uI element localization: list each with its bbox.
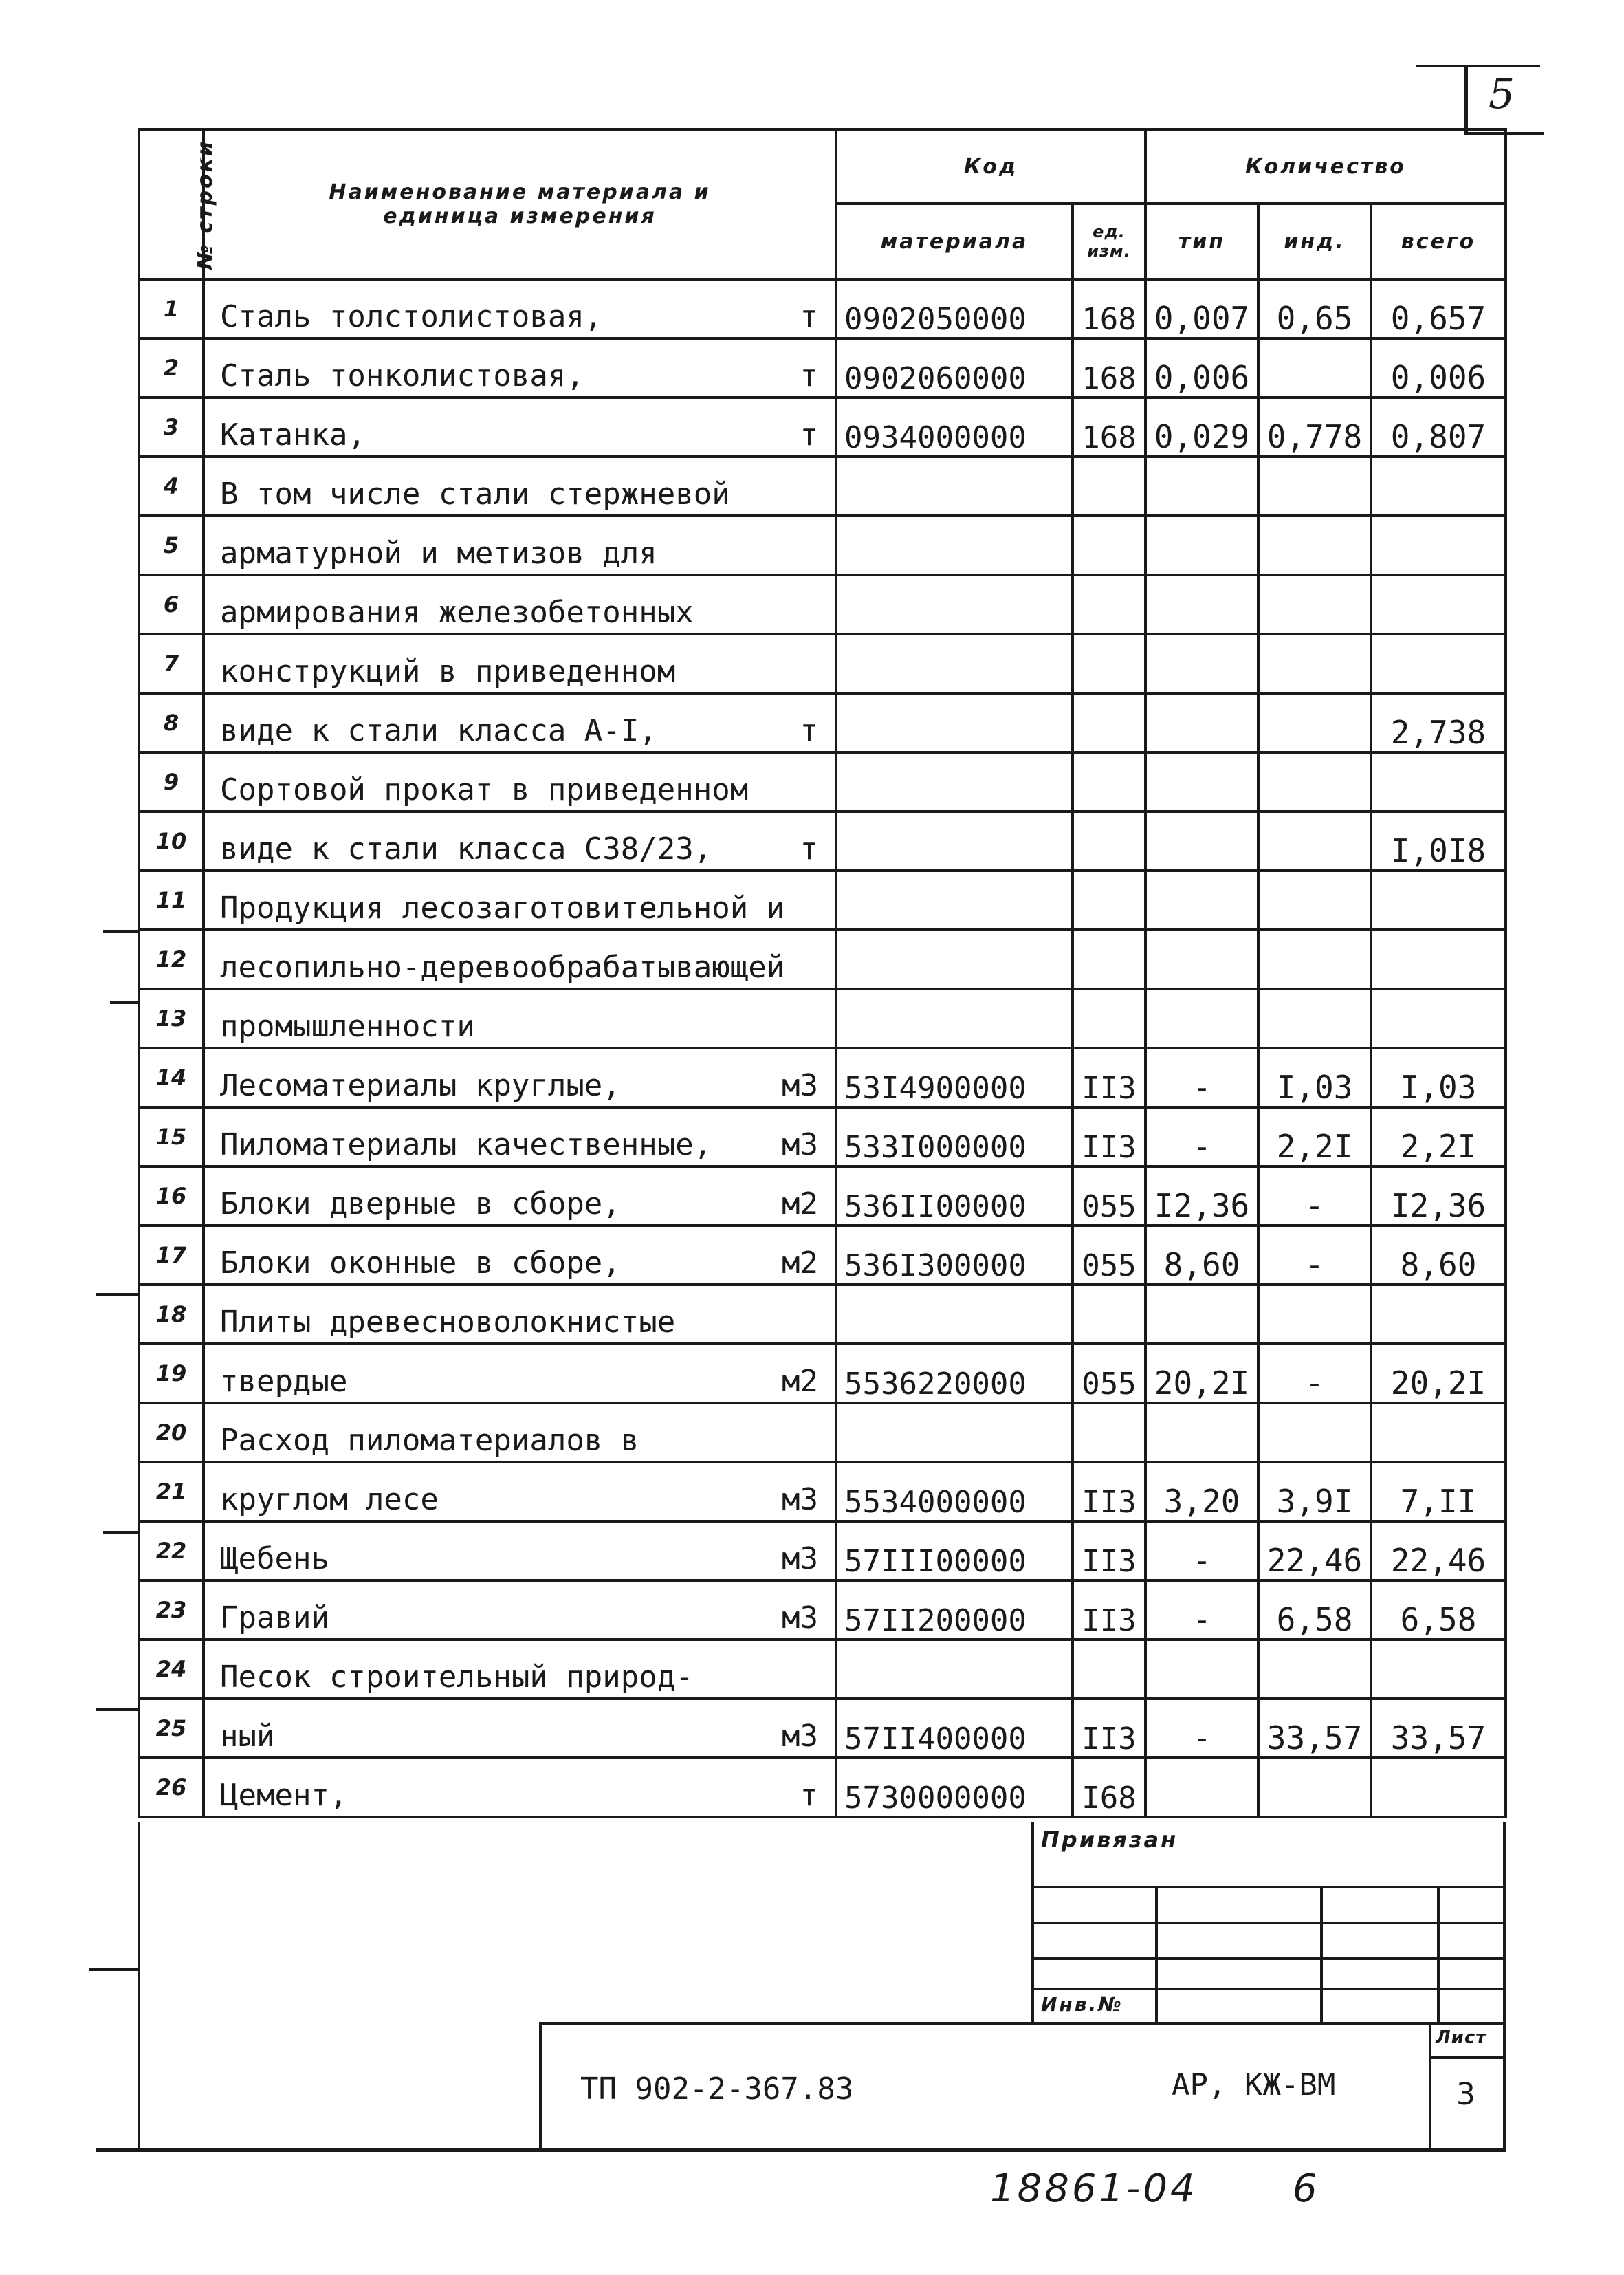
table-row bbox=[139, 1285, 1506, 1344]
material-name bbox=[204, 812, 836, 871]
material-code: 0934000000 bbox=[836, 398, 1073, 457]
row-number: 15 bbox=[139, 1107, 204, 1166]
material-code bbox=[836, 516, 1073, 575]
material-name bbox=[204, 279, 836, 338]
material-name-text: Пиломатериалы качественные, bbox=[220, 1127, 712, 1162]
qty-total: 20,2I bbox=[1371, 1344, 1506, 1403]
title-block bbox=[539, 2022, 1506, 2150]
table-row bbox=[139, 516, 1506, 575]
material-code: 5730000000 bbox=[836, 1758, 1073, 1817]
row-number: 4 bbox=[139, 457, 204, 516]
material-name-text: армирования железобетонных bbox=[220, 595, 694, 630]
material-unit: м3 bbox=[782, 1068, 818, 1103]
unit-code: 055 bbox=[1073, 1344, 1145, 1403]
material-unit: т bbox=[800, 299, 818, 334]
qty-ind: - bbox=[1258, 1166, 1371, 1226]
material-unit: м3 bbox=[782, 1600, 818, 1635]
unit-code bbox=[1073, 930, 1145, 989]
material-name-text: Щебень bbox=[220, 1541, 329, 1576]
material-name bbox=[204, 1462, 836, 1521]
qty-ind bbox=[1258, 338, 1371, 398]
qty-typ: 0,006 bbox=[1145, 338, 1258, 398]
page-number: 5 bbox=[1489, 70, 1515, 118]
material-code: 53I4900000 bbox=[836, 1048, 1073, 1107]
material-name bbox=[204, 1285, 836, 1344]
table-row bbox=[139, 634, 1506, 693]
material-name-text: Продукция лесозаготовительной и bbox=[220, 891, 785, 926]
qty-total bbox=[1371, 575, 1506, 634]
material-code bbox=[836, 930, 1073, 989]
qty-typ bbox=[1145, 812, 1258, 871]
qty-typ: 0,007 bbox=[1145, 279, 1258, 338]
qty-typ: - bbox=[1145, 1107, 1258, 1166]
material-name-text: ный bbox=[220, 1719, 275, 1754]
table-row bbox=[139, 930, 1506, 989]
qty-ind bbox=[1258, 752, 1371, 812]
qty-total bbox=[1371, 634, 1506, 693]
qty-total: 8,60 bbox=[1371, 1226, 1506, 1285]
table-row bbox=[139, 1521, 1506, 1580]
qty-total bbox=[1371, 1758, 1506, 1817]
material-name bbox=[204, 1699, 836, 1758]
qty-typ bbox=[1145, 693, 1258, 752]
unit-code: II3 bbox=[1073, 1580, 1145, 1640]
table-row bbox=[139, 812, 1506, 871]
qty-typ: 20,2I bbox=[1145, 1344, 1258, 1403]
qty-typ bbox=[1145, 457, 1258, 516]
material-unit: м2 bbox=[782, 1186, 818, 1221]
material-code: 0902060000 bbox=[836, 338, 1073, 398]
row-number: 9 bbox=[139, 752, 204, 812]
qty-ind: - bbox=[1258, 1344, 1371, 1403]
qty-total bbox=[1371, 752, 1506, 812]
material-name-text: лесопильно-деревообрабатывающей bbox=[220, 950, 785, 985]
material-unit: т bbox=[800, 358, 818, 393]
qty-ind bbox=[1258, 1640, 1371, 1699]
unit-code bbox=[1073, 1640, 1145, 1699]
header-total: всего bbox=[1371, 204, 1506, 279]
row-number: 26 bbox=[139, 1758, 204, 1817]
table-row bbox=[139, 1107, 1506, 1166]
material-name bbox=[204, 1521, 836, 1580]
material-code: 536II00000 bbox=[836, 1166, 1073, 1226]
unit-code: 055 bbox=[1073, 1166, 1145, 1226]
qty-ind bbox=[1258, 516, 1371, 575]
unit-code: II3 bbox=[1073, 1048, 1145, 1107]
material-code: 57II200000 bbox=[836, 1580, 1073, 1640]
material-name-text: Катанка, bbox=[220, 417, 366, 453]
qty-ind: 3,9I bbox=[1258, 1462, 1371, 1521]
material-name bbox=[204, 871, 836, 930]
material-name bbox=[204, 1580, 836, 1640]
qty-total bbox=[1371, 871, 1506, 930]
material-name bbox=[204, 930, 836, 989]
qty-ind: 6,58 bbox=[1258, 1580, 1371, 1640]
qty-typ: - bbox=[1145, 1580, 1258, 1640]
material-name-text: Сортовой прокат в приведенном bbox=[220, 772, 749, 807]
header-quantity: Количество bbox=[1145, 129, 1506, 204]
unit-code bbox=[1073, 516, 1145, 575]
material-code bbox=[836, 575, 1073, 634]
qty-total: 2,738 bbox=[1371, 693, 1506, 752]
qty-total bbox=[1371, 1403, 1506, 1462]
qty-ind bbox=[1258, 1403, 1371, 1462]
material-name-text: конструкций в приведенном bbox=[220, 654, 676, 689]
qty-typ bbox=[1145, 752, 1258, 812]
material-code bbox=[836, 989, 1073, 1048]
material-code: 57III00000 bbox=[836, 1521, 1073, 1580]
sheet-number: 3 bbox=[1456, 2077, 1475, 2112]
qty-ind: I,03 bbox=[1258, 1048, 1371, 1107]
material-unit: м2 bbox=[782, 1245, 818, 1281]
qty-ind bbox=[1258, 871, 1371, 930]
table-row bbox=[139, 871, 1506, 930]
material-unit: т bbox=[800, 831, 818, 867]
unit-code bbox=[1073, 1285, 1145, 1344]
qty-typ: I2,36 bbox=[1145, 1166, 1258, 1226]
header-ind: инд. bbox=[1258, 204, 1371, 279]
unit-code bbox=[1073, 989, 1145, 1048]
material-name bbox=[204, 575, 836, 634]
row-number: 17 bbox=[139, 1226, 204, 1285]
material-unit: м3 bbox=[782, 1719, 818, 1754]
header-code: Код bbox=[836, 129, 1145, 204]
row-number: 16 bbox=[139, 1166, 204, 1226]
qty-total: 0,807 bbox=[1371, 398, 1506, 457]
material-name bbox=[204, 338, 836, 398]
qty-total bbox=[1371, 1285, 1506, 1344]
qty-total: I,0I8 bbox=[1371, 812, 1506, 871]
unit-code bbox=[1073, 752, 1145, 812]
row-number: 24 bbox=[139, 1640, 204, 1699]
row-number: 1 bbox=[139, 279, 204, 338]
material-code bbox=[836, 693, 1073, 752]
material-name bbox=[204, 516, 836, 575]
material-code: 5534000000 bbox=[836, 1462, 1073, 1521]
material-name-text: Сталь толстолистовая, bbox=[220, 299, 603, 334]
unit-code bbox=[1073, 457, 1145, 516]
material-name-text: Блоки дверные в сборе, bbox=[220, 1186, 621, 1221]
inv-no-label: Инв.№ bbox=[1041, 1993, 1123, 2016]
material-code bbox=[836, 1285, 1073, 1344]
table-row bbox=[139, 1344, 1506, 1403]
table-row bbox=[139, 693, 1506, 752]
table-row bbox=[139, 1699, 1506, 1758]
row-number: 25 bbox=[139, 1699, 204, 1758]
qty-typ bbox=[1145, 989, 1258, 1048]
unit-code bbox=[1073, 812, 1145, 871]
material-unit: м2 bbox=[782, 1364, 818, 1399]
material-name-text: виде к стали класса A-I, bbox=[220, 713, 657, 748]
row-number: 6 bbox=[139, 575, 204, 634]
qty-ind: 33,57 bbox=[1258, 1699, 1371, 1758]
row-number: 8 bbox=[139, 693, 204, 752]
unit-code: II3 bbox=[1073, 1107, 1145, 1166]
material-name-text: твердые bbox=[220, 1364, 348, 1399]
stamp-block bbox=[1031, 1822, 1506, 2022]
material-code bbox=[836, 812, 1073, 871]
header-unit: ед. изм. bbox=[1073, 204, 1145, 279]
doc-code: ТП 902-2-367.83 bbox=[580, 2071, 854, 2107]
qty-ind bbox=[1258, 693, 1371, 752]
sheet-label: Лист bbox=[1436, 2027, 1487, 2048]
row-number: 5 bbox=[139, 516, 204, 575]
material-unit: м3 bbox=[782, 1482, 818, 1517]
qty-total: 22,46 bbox=[1371, 1521, 1506, 1580]
qty-total: I,03 bbox=[1371, 1048, 1506, 1107]
header-name: Наименование материала и единица измерения bbox=[204, 129, 836, 279]
table-row bbox=[139, 989, 1506, 1048]
material-code bbox=[836, 871, 1073, 930]
qty-total bbox=[1371, 989, 1506, 1048]
table-body bbox=[139, 279, 1506, 1817]
material-name-text: Цемент, bbox=[220, 1778, 348, 1813]
unit-code: 168 bbox=[1073, 398, 1145, 457]
qty-typ: - bbox=[1145, 1521, 1258, 1580]
material-name-text: В том числе стали стержневой bbox=[220, 477, 730, 512]
qty-ind: 0,65 bbox=[1258, 279, 1371, 338]
unit-code: 055 bbox=[1073, 1226, 1145, 1285]
qty-ind: 0,778 bbox=[1258, 398, 1371, 457]
row-number: 21 bbox=[139, 1462, 204, 1521]
unit-code: II3 bbox=[1073, 1462, 1145, 1521]
material-name bbox=[204, 1403, 836, 1462]
row-number: 13 bbox=[139, 989, 204, 1048]
qty-ind bbox=[1258, 989, 1371, 1048]
privyazan-label: Привязан bbox=[1041, 1827, 1178, 1853]
qty-total: 7,II bbox=[1371, 1462, 1506, 1521]
table-row bbox=[139, 279, 1506, 338]
header-row-no: № строки bbox=[139, 129, 204, 279]
material-name bbox=[204, 1166, 836, 1226]
qty-ind bbox=[1258, 457, 1371, 516]
qty-total bbox=[1371, 1640, 1506, 1699]
material-name-text: Лесоматериалы круглые, bbox=[220, 1068, 621, 1103]
material-name-text: Сталь тонколистовая, bbox=[220, 358, 584, 393]
material-code bbox=[836, 457, 1073, 516]
qty-total: 0,006 bbox=[1371, 338, 1506, 398]
material-code bbox=[836, 752, 1073, 812]
qty-typ: - bbox=[1145, 1048, 1258, 1107]
qty-total: 0,657 bbox=[1371, 279, 1506, 338]
qty-typ bbox=[1145, 1640, 1258, 1699]
row-number: 7 bbox=[139, 634, 204, 693]
material-code: 533I000000 bbox=[836, 1107, 1073, 1166]
material-name-text: Расход пиломатериалов в bbox=[220, 1423, 639, 1458]
qty-typ bbox=[1145, 871, 1258, 930]
unit-code: 168 bbox=[1073, 279, 1145, 338]
qty-total: 2,2I bbox=[1371, 1107, 1506, 1166]
row-number: 23 bbox=[139, 1580, 204, 1640]
material-name bbox=[204, 1107, 836, 1166]
material-code: 57II400000 bbox=[836, 1699, 1073, 1758]
material-unit: т bbox=[800, 713, 818, 748]
material-name bbox=[204, 1758, 836, 1817]
row-number: 11 bbox=[139, 871, 204, 930]
material-name bbox=[204, 752, 836, 812]
table-row bbox=[139, 1758, 1506, 1817]
material-unit: м3 bbox=[782, 1127, 818, 1162]
material-name-text: арматурной и метизов для bbox=[220, 536, 657, 571]
table-row bbox=[139, 1226, 1506, 1285]
qty-total bbox=[1371, 516, 1506, 575]
unit-code: II3 bbox=[1073, 1521, 1145, 1580]
table-row bbox=[139, 752, 1506, 812]
material-name bbox=[204, 1048, 836, 1107]
material-code bbox=[836, 1403, 1073, 1462]
material-name-text: Песок строительный природ- bbox=[220, 1659, 694, 1695]
qty-total bbox=[1371, 930, 1506, 989]
section-code: АР, КЖ-ВМ bbox=[1172, 2067, 1336, 2102]
material-name bbox=[204, 693, 836, 752]
material-unit: м3 bbox=[782, 1541, 818, 1576]
row-number: 18 bbox=[139, 1285, 204, 1344]
material-name bbox=[204, 634, 836, 693]
table-row bbox=[139, 1048, 1506, 1107]
qty-ind: - bbox=[1258, 1226, 1371, 1285]
unit-code bbox=[1073, 693, 1145, 752]
table-row bbox=[139, 1580, 1506, 1640]
qty-ind: 2,2I bbox=[1258, 1107, 1371, 1166]
table-row bbox=[139, 338, 1506, 398]
row-number: 19 bbox=[139, 1344, 204, 1403]
material-name-text: круглом лесе bbox=[220, 1482, 439, 1517]
material-unit: т bbox=[800, 1778, 818, 1813]
qty-typ bbox=[1145, 1403, 1258, 1462]
material-code: 536I300000 bbox=[836, 1226, 1073, 1285]
table-row bbox=[139, 457, 1506, 516]
row-number: 22 bbox=[139, 1521, 204, 1580]
material-name bbox=[204, 457, 836, 516]
material-name-text: Плиты древесноволокнистые bbox=[220, 1305, 676, 1340]
unit-code bbox=[1073, 871, 1145, 930]
table-row bbox=[139, 398, 1506, 457]
materials-table bbox=[138, 128, 1507, 1818]
qty-total: 6,58 bbox=[1371, 1580, 1506, 1640]
qty-typ bbox=[1145, 1758, 1258, 1817]
material-name bbox=[204, 398, 836, 457]
material-name-text: Блоки оконные в сборе, bbox=[220, 1245, 621, 1281]
qty-typ bbox=[1145, 930, 1258, 989]
unit-code: II3 bbox=[1073, 1699, 1145, 1758]
qty-typ bbox=[1145, 575, 1258, 634]
qty-typ: 8,60 bbox=[1145, 1226, 1258, 1285]
unit-code bbox=[1073, 634, 1145, 693]
row-number: 14 bbox=[139, 1048, 204, 1107]
unit-code: I68 bbox=[1073, 1758, 1145, 1817]
row-number: 10 bbox=[139, 812, 204, 871]
material-name bbox=[204, 1344, 836, 1403]
qty-ind bbox=[1258, 930, 1371, 989]
material-name bbox=[204, 1226, 836, 1285]
material-code bbox=[836, 1640, 1073, 1699]
qty-typ: 0,029 bbox=[1145, 398, 1258, 457]
qty-total: 33,57 bbox=[1371, 1699, 1506, 1758]
row-number: 12 bbox=[139, 930, 204, 989]
qty-ind bbox=[1258, 575, 1371, 634]
page-number-box bbox=[1464, 66, 1544, 135]
row-number: 3 bbox=[139, 398, 204, 457]
qty-total: I2,36 bbox=[1371, 1166, 1506, 1226]
material-name bbox=[204, 989, 836, 1048]
qty-typ bbox=[1145, 516, 1258, 575]
unit-code: 168 bbox=[1073, 338, 1145, 398]
qty-typ bbox=[1145, 634, 1258, 693]
qty-ind bbox=[1258, 1285, 1371, 1344]
row-number: 20 bbox=[139, 1403, 204, 1462]
qty-ind bbox=[1258, 1758, 1371, 1817]
material-name bbox=[204, 1640, 836, 1699]
qty-typ bbox=[1145, 1285, 1258, 1344]
table-row bbox=[139, 575, 1506, 634]
qty-ind bbox=[1258, 634, 1371, 693]
material-name-text: Гравий bbox=[220, 1600, 329, 1635]
material-name-text: виде к стали класса С38/23, bbox=[220, 831, 712, 867]
table-row bbox=[139, 1640, 1506, 1699]
header-material: материала bbox=[836, 204, 1073, 279]
qty-typ: - bbox=[1145, 1699, 1258, 1758]
table-row bbox=[139, 1403, 1506, 1462]
table-row bbox=[139, 1166, 1506, 1226]
header-typ: тип bbox=[1145, 204, 1258, 279]
material-code bbox=[836, 634, 1073, 693]
unit-code bbox=[1073, 1403, 1145, 1462]
qty-typ: 3,20 bbox=[1145, 1462, 1258, 1521]
handwritten-inventory-number: 18861-04 bbox=[990, 2166, 1198, 2211]
material-code: 0902050000 bbox=[836, 279, 1073, 338]
unit-code bbox=[1073, 575, 1145, 634]
handwritten-page-number: 6 bbox=[1293, 2166, 1317, 2211]
qty-total bbox=[1371, 457, 1506, 516]
material-name-text: промышленности bbox=[220, 1009, 475, 1044]
material-code: 5536220000 bbox=[836, 1344, 1073, 1403]
material-unit: т bbox=[800, 417, 818, 453]
qty-ind bbox=[1258, 812, 1371, 871]
row-number: 2 bbox=[139, 338, 204, 398]
table-row bbox=[139, 1462, 1506, 1521]
qty-ind: 22,46 bbox=[1258, 1521, 1371, 1580]
